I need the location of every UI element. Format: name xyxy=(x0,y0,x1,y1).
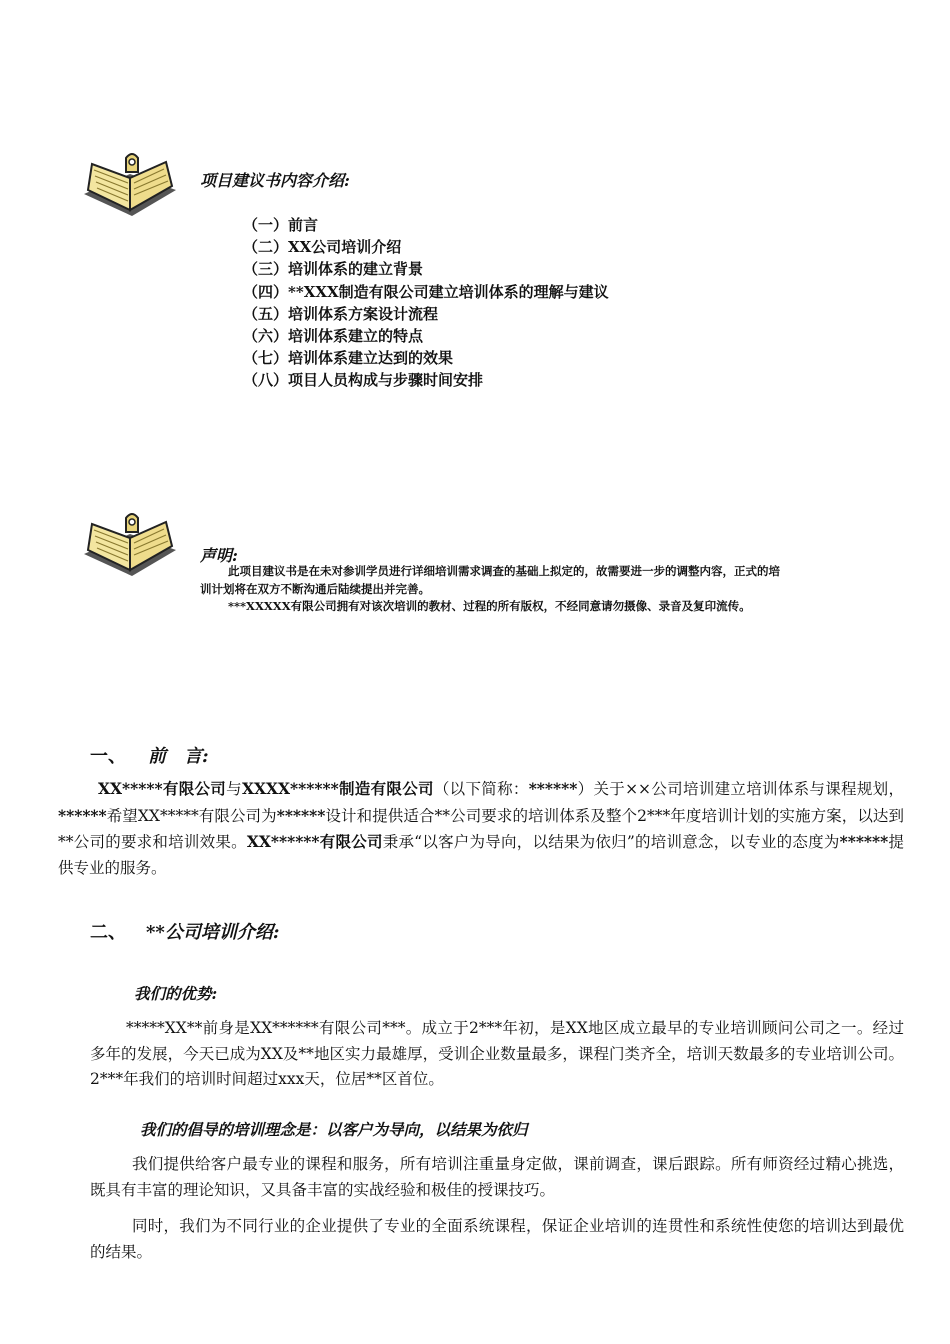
toc-item: （八）项目人员构成与步骤时间安排 xyxy=(243,371,484,390)
section-title: **公司培训介绍: xyxy=(146,922,280,943)
advantage-paragraph: *****XX**前身是XX******有限公司***。成立于2***年初，是XX地区成立最早的专业培训顾问公司之一。经过多年的发展，今天已成为XX及**地区实力最雄厚，受训企业数量最多，课程门类齐全，培训天数最多的专业培训公司。2***年我们的培训时间超过xxx天，位居**区首位。 xyxy=(90,1019,904,1088)
toc-item: （五）培训体系方案设计流程 xyxy=(243,304,439,323)
section-number: 二、 xyxy=(90,922,126,943)
section-title: 前 言: xyxy=(148,746,209,767)
toc-item: （六）培训体系建立的特点 xyxy=(243,327,424,346)
declaration-title: 声明: xyxy=(200,546,238,565)
toc-title: 项目建议书内容介绍: xyxy=(200,171,350,190)
toc-list xyxy=(243,214,609,392)
toc-item: （一）前言 xyxy=(243,216,319,234)
philosophy-heading: 我们的倡导的培训理念是：以客户为导向，以结果为依归 xyxy=(140,1120,528,1139)
philosophy-paragraph: 同时，我们为不同行业的企业提供了专业的全面系统课程，保证企业培训的连贯性和系统性使您的培训达到最优的结果。 xyxy=(90,1217,904,1261)
toc-item: （三）培训体系的建立背景 xyxy=(243,260,424,279)
advantage-heading: 我们的优势: xyxy=(134,984,218,1003)
preface-paragraph: XX*****有限公司与XXXX******制造有限公司（以下简称：******）关于××公司培训建立培训体系与课程规划，******希望XX*****有限公司为******设计和提供适合**公司要求的培训体系及整个2***年度培训计划的实施方案，以达到**公司的要求和培训效果。XX******有限公司秉承“以客户为导向，以结果为依归”的培训意念，以专业的态度为******提供专业的服务。 xyxy=(58,779,904,877)
declaration-paragraph: ***XXXXX有限公司拥有对该次培训的教材、过程的所有版权，不经同意请勿摄像、录音及复印流传。 xyxy=(228,599,751,613)
open-book-icon xyxy=(80,510,180,582)
open-book-icon xyxy=(80,150,180,222)
section-heading-preface xyxy=(90,742,209,768)
toc-item: （二）XX公司培训介绍 xyxy=(243,238,402,257)
declaration-paragraph: 此项目建议书是在未对参训学员进行详细培训需求调查的基础上拟定的，故需要进一步的调整内容，正式的培训计划将在双方不断沟通后陆续提出并完善。 xyxy=(200,564,780,596)
toc-item: （七）培训体系建立达到的效果 xyxy=(243,349,454,368)
toc-item: （四）**XXX制造有限公司建立培训体系的理解与建议 xyxy=(243,282,609,301)
philosophy-paragraph: 我们提供给客户最专业的课程和服务，所有培训注重量身定做，课前调查，课后跟踪。所有师资经过精心挑选，既具有丰富的理论知识，又具备丰富的实战经验和极佳的授课技巧。 xyxy=(90,1155,904,1199)
section-number: 一、 xyxy=(90,746,126,767)
section-heading-company xyxy=(90,918,279,944)
